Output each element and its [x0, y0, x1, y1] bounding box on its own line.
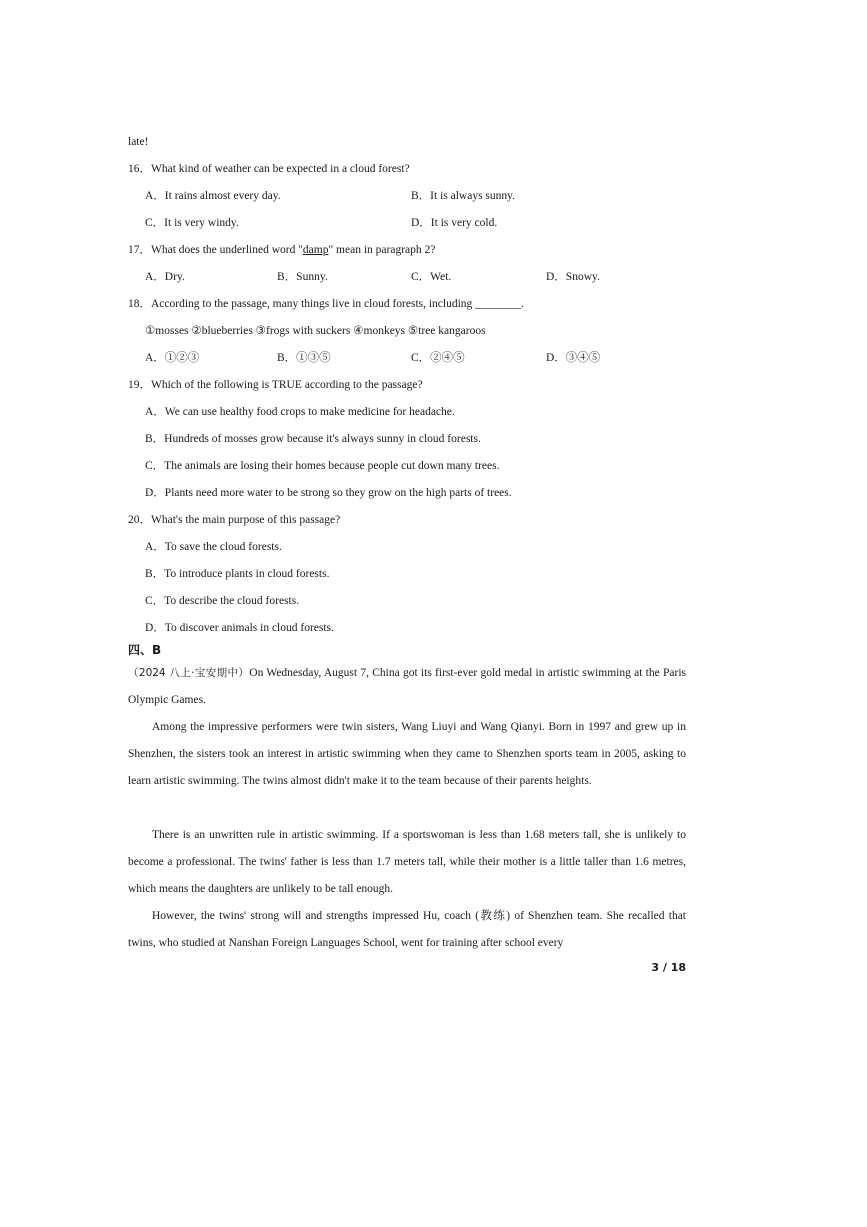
passage-paragraph-2-text: Among the impressive performers were twin sisters, Wang Liuyi and Wang Qianyi. Born in 1997 and grew up in Shenzhen, the sisters took an interest in artistic swimming when they came to Shenzhen sports team in 2005, asking to learn artistic swimming. The twins almost didn't make it to the team because of their parents heights. [128, 721, 686, 787]
question-18-option-d: D．③④⑤ [546, 352, 601, 364]
continued-text: late! [128, 136, 149, 148]
question-17-stem [128, 243, 435, 257]
question-16-option-b: B．It is always sunny. [411, 190, 516, 202]
passage-paragraph-1-text: On Wednesday, August 7, China got its first-ever gold medal in artistic swimming at the Paris Olympic Games. [128, 667, 686, 706]
question-17-option-d: D．Snowy. [546, 271, 600, 283]
question-18-option-a: A．①②③ [145, 352, 200, 364]
passage-paragraph-3 [128, 822, 686, 903]
question-17-stem-before: 17．What does the underlined word " [128, 244, 303, 256]
question-20-option-d: D．To discover animals in cloud forests. [145, 622, 334, 634]
question-16-option-c: C．It is very windy. [145, 217, 239, 229]
question-18-stem: 18．According to the passage, many things live in cloud forests, including ________. [128, 298, 525, 310]
question-18-items: ①mosses ②blueberries ③frogs with suckers ④monkeys ⑤tree kangaroos [145, 325, 486, 337]
question-16-option-a: A．It rains almost every day. [145, 190, 281, 202]
question-19-option-c: C．The animals are losing their homes because people cut down many trees. [145, 460, 500, 472]
question-16-stem: 16．What kind of weather can be expected in a cloud forest? [128, 163, 410, 175]
question-20-option-c: C．To describe the cloud forests. [145, 595, 300, 607]
passage-paragraph-4 [128, 903, 686, 957]
passage-paragraph-2 [128, 714, 686, 795]
question-20-option-a: A．To save the cloud forests. [145, 541, 282, 553]
question-18-option-c: C．②④⑤ [411, 352, 465, 364]
question-19-stem: 19．Which of the following is TRUE according to the passage? [128, 379, 423, 391]
question-20-stem: 20．What's the main purpose of this passage? [128, 514, 341, 526]
question-17-option-c: C．Wet. [411, 271, 452, 283]
section-title: 四、B [128, 643, 162, 657]
question-19-option-a: A．We can use healthy food crops to make medicine for headache. [145, 406, 455, 418]
question-17-option-a: A．Dry. [145, 271, 185, 283]
question-19-option-b: B．Hundreds of mosses grow because it's always sunny in cloud forests. [145, 433, 481, 445]
underlined-word: damp [302, 244, 329, 256]
question-19-option-d: D．Plants need more water to be strong so they grow on the high parts of trees. [145, 487, 512, 499]
question-17-stem-after: " mean in paragraph 2? [328, 244, 436, 256]
page-number: 3 / 18 [651, 961, 686, 974]
question-16-option-d: D．It is very cold. [411, 217, 498, 229]
passage-paragraph-1 [128, 660, 686, 714]
question-20-option-b: B．To introduce plants in cloud forests. [145, 568, 330, 580]
passage-paragraph-3-text: There is an unwritten rule in artistic swimming. If a sportswoman is less than 1.68 meters tall, she is unlikely to become a professional. The twins' father is less than 1.7 meters tall, while their mother is a little taller than 1.6 metres, which means the daughters are unlikely to be tall enough. [128, 829, 686, 895]
source-tag: （2024 八上·宝安期中） [128, 667, 250, 679]
question-17-option-b: B．Sunny. [277, 271, 328, 283]
question-18-option-b: B．①③⑤ [277, 352, 331, 364]
passage-paragraph-4-text: However, the twins' strong will and strengths impressed Hu, coach (教练) of Shenzhen team. She recalled that twins, who studied at Nanshan Foreign Languages School, went for training after school every [128, 910, 686, 949]
